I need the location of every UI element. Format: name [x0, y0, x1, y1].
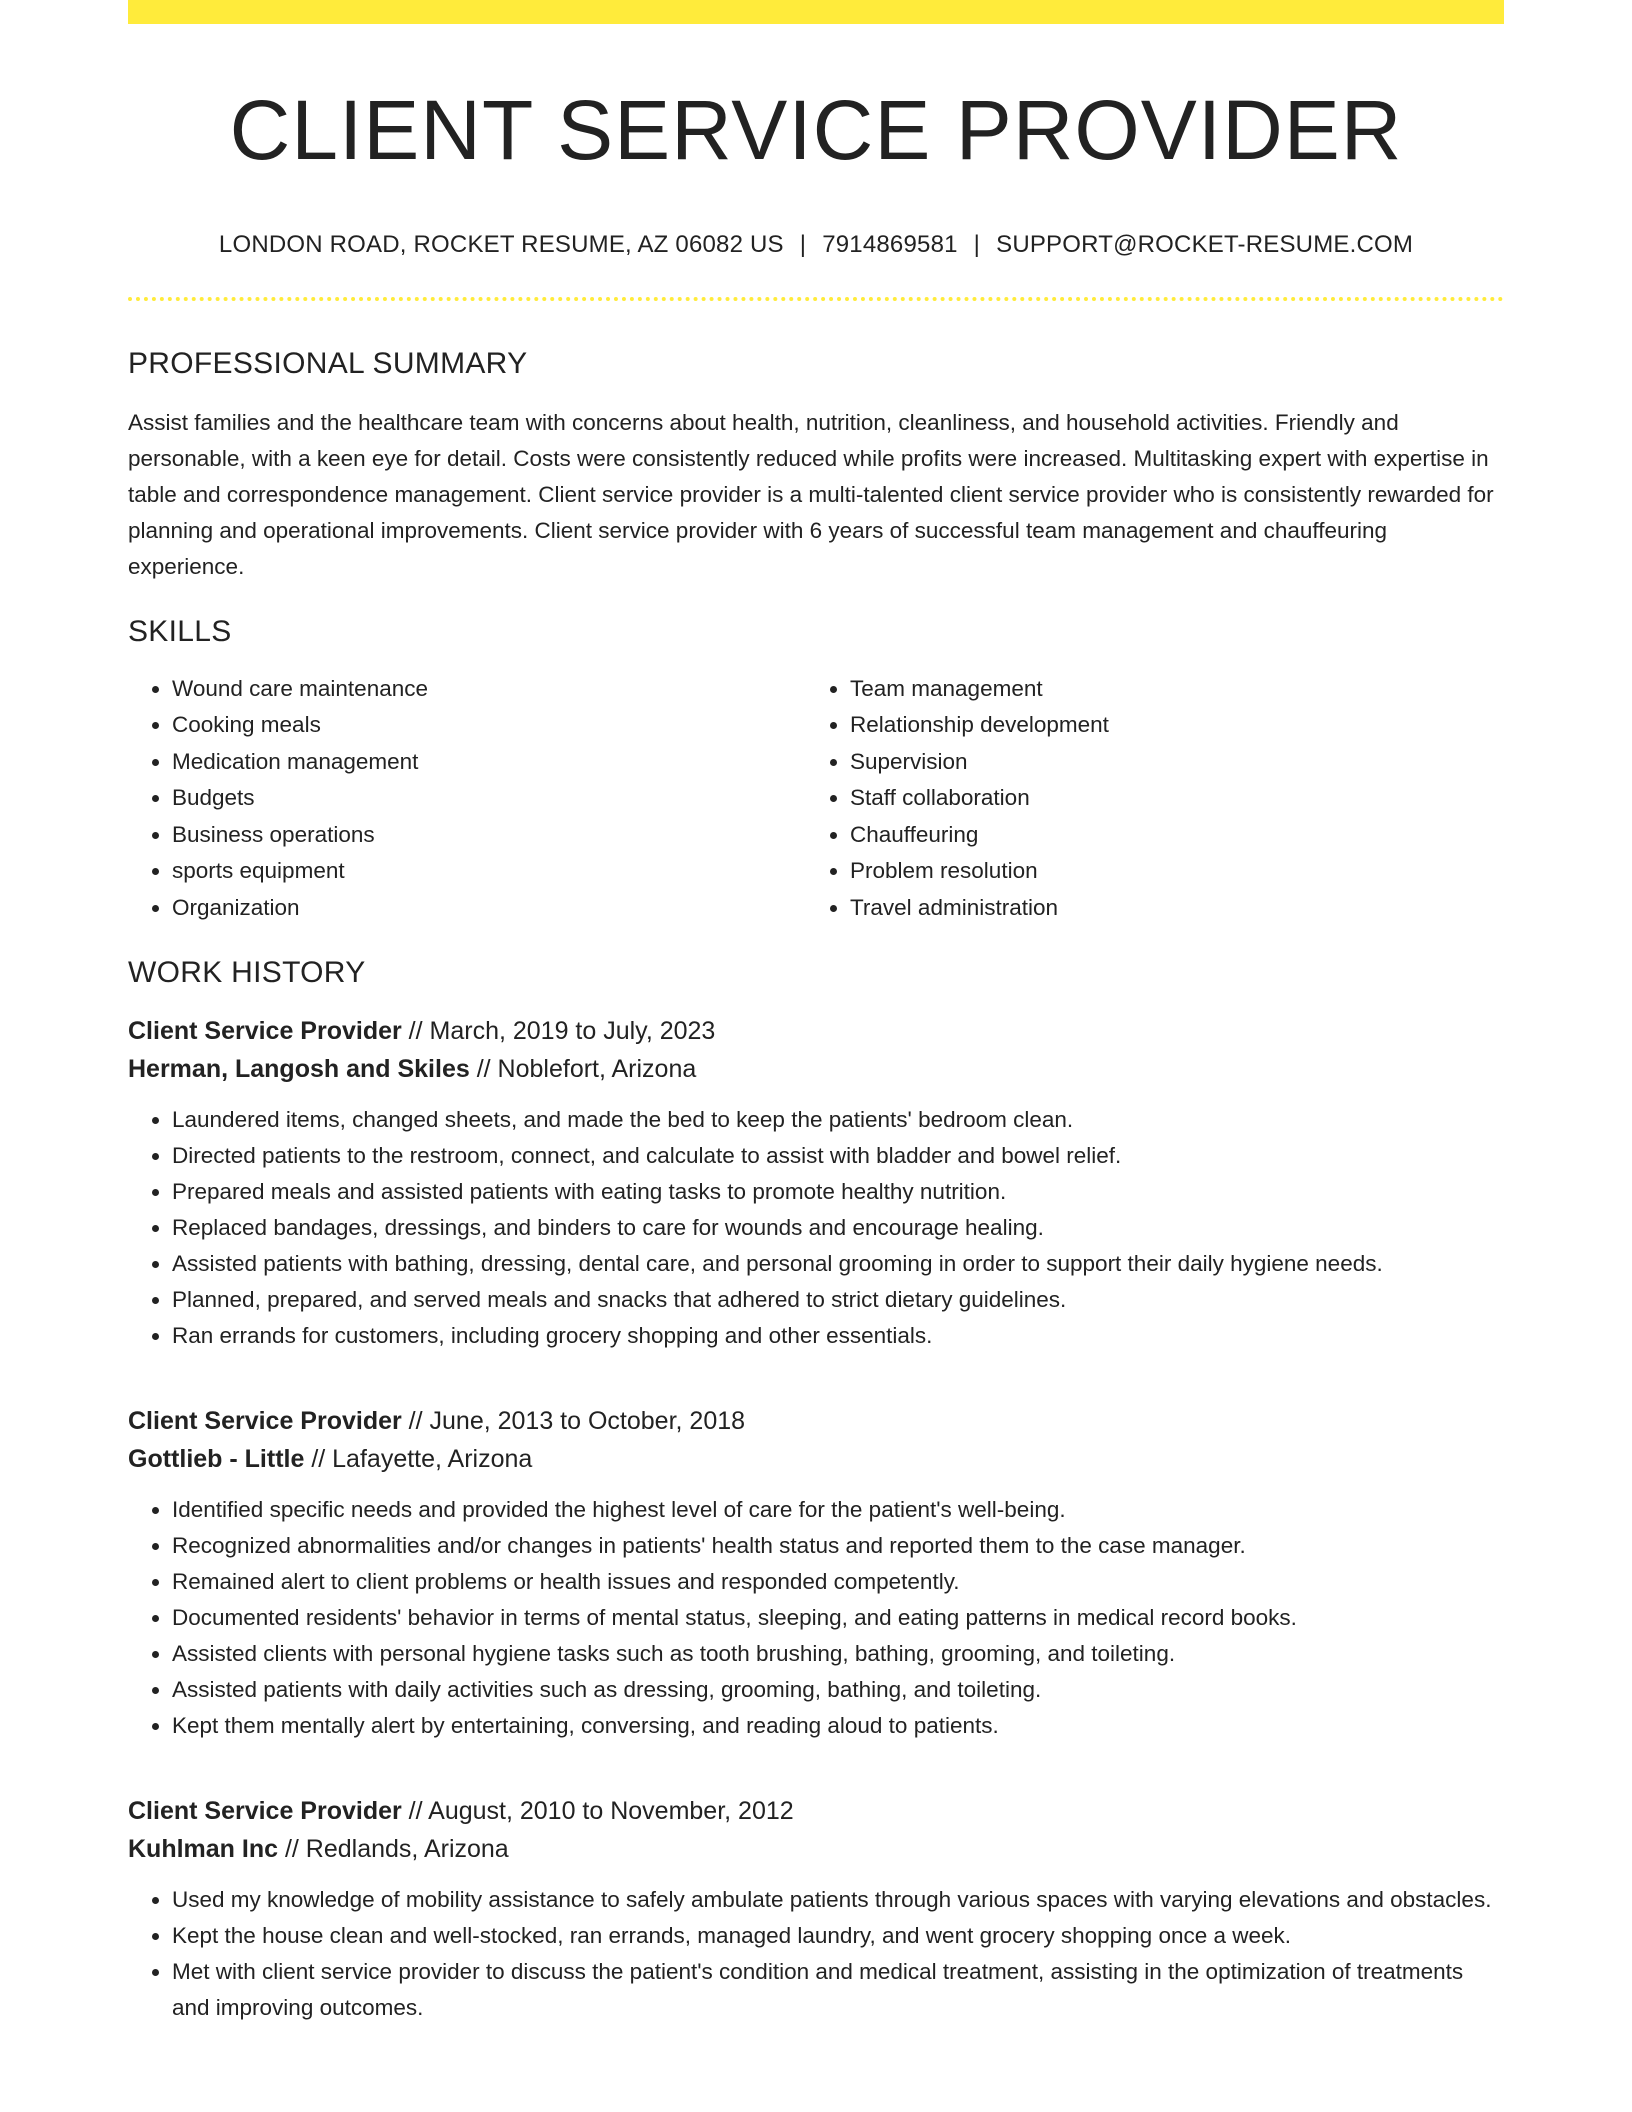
job-bullet: • Kept the house clean and well-stocked, ran errands, managed laundry, and went grocery shopping once a week. — [172, 1918, 1504, 1954]
skill-item: • Business operations — [172, 817, 806, 854]
summary-heading: PROFESSIONAL SUMMARY — [128, 346, 528, 380]
accent-bar — [128, 0, 1504, 24]
job-location: // Redlands, Arizona — [278, 1835, 509, 1864]
resume-page — [128, 0, 1504, 2026]
job-bullet: • Replaced bandages, dressings, and binders to care for wounds and encourage healing. — [172, 1210, 1504, 1246]
job-bullet: • Assisted patients with bathing, dressing, dental care, and personal grooming in order to support their daily hygiene needs. — [172, 1246, 1504, 1282]
job-dates: // March, 2019 to July, 2023 — [401, 1017, 716, 1046]
job-bullet: • Laundered items, changed sheets, and made the bed to keep the patients' bedroom clean. — [172, 1102, 1504, 1138]
skill-item: • Relationship development — [850, 707, 1484, 744]
job-bullet: • Used my knowledge of mobility assistance to safely ambulate patients through various spaces with varying elevations and obstacles. — [172, 1882, 1504, 1918]
job-location: // Noblefort, Arizona — [469, 1055, 697, 1084]
job-title-line — [128, 1402, 1504, 1440]
job-bullet: • Prepared meals and assisted patients with eating tasks to promote healthy nutrition. — [172, 1174, 1504, 1210]
job-company: Herman, Langosh and Skiles — [128, 1055, 470, 1084]
skill-item: • Travel administration — [850, 890, 1484, 927]
resume-name: CLIENT SERVICE PROVIDER — [229, 83, 1403, 177]
job-bullet: • Directed patients to the restroom, connect, and calculate to assist with bladder and bowel relief. — [172, 1138, 1504, 1174]
job-bullet: • Identified specific needs and provided the highest level of care for the patient's well-being. — [172, 1492, 1504, 1528]
skill-item: • Team management — [850, 671, 1484, 708]
skills-column-left — [128, 671, 806, 927]
skill-item: • Problem resolution — [850, 853, 1484, 890]
skill-item: • Wound care maintenance — [172, 671, 806, 708]
job-bullets — [128, 1882, 1504, 2026]
skills-heading: SKILLS — [128, 614, 232, 648]
contact-separator: | — [973, 230, 981, 258]
work-history-heading: WORK HISTORY — [128, 956, 366, 990]
job-title-line — [128, 1012, 1504, 1050]
contact-email[interactable]: SUPPORT@ROCKET-RESUME.COM — [996, 230, 1414, 258]
skill-item: • Medication management — [172, 744, 806, 781]
job-bullet: • Assisted patients with daily activities such as dressing, grooming, bathing, and toileting. — [172, 1672, 1504, 1708]
contact-separator: | — [799, 230, 807, 258]
job-entry — [128, 1792, 1504, 2026]
skill-item: • Organization — [172, 890, 806, 927]
skill-item: • Supervision — [850, 744, 1484, 781]
job-bullet: • Met with client service provider to discuss the patient's condition and medical treatment, assisting in the optimization of treatments and improving outcomes. — [172, 1954, 1504, 2026]
skills-list — [128, 671, 1504, 927]
summary-text: Assist families and the healthcare team with concerns about health, nutrition, cleanliness, and household activities. Friendly and personable, with a keen eye for detail. Costs were consistently reduced while profits were increased. Multitasking expert with expertise in table and correspondence management. Client service provider is a multi-talented client service provider who is consistently rewarded for planning and operational improvements. Client service provider with 6 years of successful team management and chauffeuring experience. — [128, 409, 1494, 579]
job-company-line — [128, 1050, 1504, 1088]
job-dates: // June, 2013 to October, 2018 — [401, 1407, 746, 1436]
job-company: Gottlieb - Little — [128, 1445, 305, 1474]
job-entry — [128, 1012, 1504, 1354]
job-location: // Lafayette, Arizona — [304, 1445, 533, 1474]
skill-item: • Chauffeuring — [850, 817, 1484, 854]
job-company: Kuhlman Inc — [128, 1835, 279, 1864]
job-entry — [128, 1402, 1504, 1744]
job-bullets — [128, 1492, 1504, 1744]
job-bullet: • Planned, prepared, and served meals and snacks that adhered to strict dietary guidelines. — [172, 1282, 1504, 1318]
skill-item: • Budgets — [172, 780, 806, 817]
header-divider — [128, 297, 1504, 301]
job-bullet: • Recognized abnormalities and/or changes in patients' health status and reported them to the case manager. — [172, 1528, 1504, 1564]
contact-line — [128, 231, 1504, 259]
job-bullets — [128, 1102, 1504, 1354]
job-bullet: • Documented residents' behavior in terms of mental status, sleeping, and eating patterns in medical record books. — [172, 1600, 1504, 1636]
skill-item: • Staff collaboration — [850, 780, 1484, 817]
job-bullet: • Remained alert to client problems or health issues and responded competently. — [172, 1564, 1504, 1600]
job-title-line — [128, 1792, 1504, 1830]
contact-address: LONDON ROAD, ROCKET RESUME, AZ 06082 US — [218, 230, 784, 258]
job-company-line — [128, 1830, 1504, 1868]
job-role: Client Service Provider — [128, 1797, 402, 1826]
contact-phone: 7914869581 — [822, 230, 958, 258]
job-bullet: • Assisted clients with personal hygiene tasks such as tooth brushing, bathing, grooming, and toileting. — [172, 1636, 1504, 1672]
job-company-line — [128, 1440, 1504, 1478]
job-bullet: • Kept them mentally alert by entertaining, conversing, and reading aloud to patients. — [172, 1708, 1504, 1744]
skills-column-right — [806, 671, 1484, 927]
skill-item: • Cooking meals — [172, 707, 806, 744]
job-bullet: • Ran errands for customers, including grocery shopping and other essentials. — [172, 1318, 1504, 1354]
skill-item: • sports equipment — [172, 853, 806, 890]
job-role: Client Service Provider — [128, 1017, 402, 1046]
job-dates: // August, 2010 to November, 2012 — [401, 1797, 794, 1826]
job-role: Client Service Provider — [128, 1407, 402, 1436]
